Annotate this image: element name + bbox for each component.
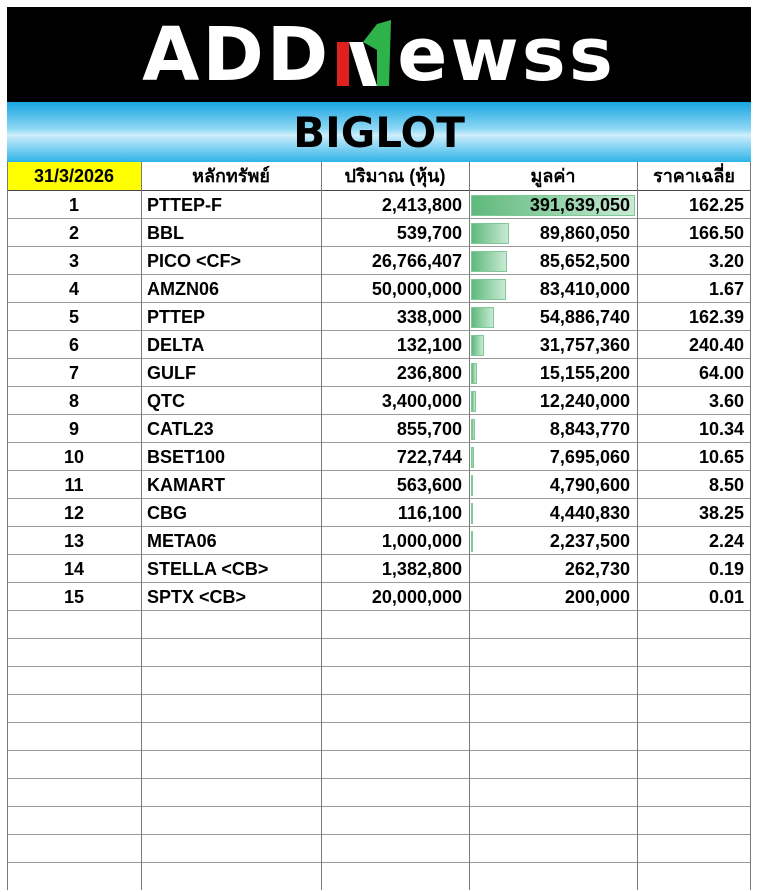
row-avg-price: 10.65 bbox=[698, 447, 744, 467]
grid-column-line bbox=[469, 162, 470, 890]
row-number: 4 bbox=[68, 279, 79, 299]
grid-column-line bbox=[321, 162, 322, 890]
logo-text-right: ewss bbox=[397, 11, 616, 98]
value-data-bar bbox=[471, 223, 509, 244]
grid-row-line bbox=[7, 638, 751, 639]
row-avg-price: 10.34 bbox=[698, 419, 744, 439]
page-title: BIGLOT bbox=[293, 107, 465, 157]
row-number: 9 bbox=[68, 419, 79, 439]
row-number: 7 bbox=[68, 363, 79, 383]
row-volume: 50,000,000 bbox=[371, 279, 462, 299]
value-data-bar bbox=[471, 475, 473, 496]
row-symbol: QTC bbox=[147, 391, 185, 411]
row-symbol: DELTA bbox=[147, 335, 205, 355]
grid-row-line bbox=[7, 246, 751, 247]
grid-row-line bbox=[7, 526, 751, 527]
row-value-cell bbox=[469, 219, 637, 247]
row-value-cell bbox=[469, 471, 637, 499]
row-value: 4,790,600 bbox=[549, 475, 630, 495]
grid-row-line bbox=[7, 582, 751, 583]
logo-n-mark-icon bbox=[333, 20, 395, 90]
header-symbol: หลักทรัพย์ bbox=[192, 166, 270, 186]
grid-row-line bbox=[7, 862, 751, 863]
row-volume: 338,000 bbox=[396, 307, 462, 327]
row-volume: 722,744 bbox=[396, 447, 462, 467]
value-data-bar bbox=[471, 335, 484, 356]
row-symbol: PTTEP bbox=[147, 307, 206, 327]
grid-row-line bbox=[7, 386, 751, 387]
logo-text-left: ADD bbox=[142, 11, 332, 98]
value-data-bar bbox=[471, 307, 494, 328]
row-value-cell bbox=[469, 303, 637, 331]
row-avg-price: 0.01 bbox=[708, 587, 744, 607]
row-volume: 26,766,407 bbox=[371, 251, 462, 271]
grid-row-line bbox=[7, 274, 751, 275]
title-band bbox=[7, 102, 751, 162]
grid-row-line bbox=[7, 750, 751, 751]
row-avg-price: 0.19 bbox=[708, 559, 744, 579]
row-volume: 1,382,800 bbox=[381, 559, 462, 579]
header-date: 31/3/2026 bbox=[7, 162, 141, 190]
row-symbol: GULF bbox=[147, 363, 196, 383]
row-number: 12 bbox=[63, 503, 85, 523]
row-volume: 539,700 bbox=[396, 223, 462, 243]
row-volume: 855,700 bbox=[396, 419, 462, 439]
row-symbol: AMZN06 bbox=[147, 279, 220, 299]
grid-row-line bbox=[7, 330, 751, 331]
grid-row-line bbox=[7, 218, 751, 219]
header-volume: ปริมาณ (หุ้น) bbox=[344, 166, 446, 186]
value-data-bar bbox=[471, 531, 473, 552]
row-volume: 3,400,000 bbox=[381, 391, 462, 411]
row-volume: 236,800 bbox=[396, 363, 462, 383]
row-value-cell bbox=[469, 359, 637, 387]
row-volume: 132,100 bbox=[396, 335, 462, 355]
value-data-bar bbox=[471, 391, 476, 412]
row-number: 3 bbox=[68, 251, 79, 271]
grid-row-line bbox=[7, 806, 751, 807]
row-number: 1 bbox=[68, 195, 79, 215]
row-avg-price: 64.00 bbox=[698, 363, 744, 383]
row-volume: 20,000,000 bbox=[371, 587, 462, 607]
row-volume: 1,000,000 bbox=[381, 531, 462, 551]
row-value: 85,652,500 bbox=[539, 251, 630, 271]
row-symbol: PICO <CF> bbox=[147, 251, 242, 271]
row-value-cell bbox=[469, 527, 637, 555]
row-number: 5 bbox=[68, 307, 79, 327]
row-value-cell bbox=[469, 555, 637, 583]
value-data-bar bbox=[471, 419, 475, 440]
row-symbol: BSET100 bbox=[147, 447, 226, 467]
row-avg-price: 162.39 bbox=[688, 307, 744, 327]
row-avg-price: 1.67 bbox=[708, 279, 744, 299]
row-value: 12,240,000 bbox=[539, 391, 630, 411]
row-value: 2,237,500 bbox=[549, 531, 630, 551]
row-value: 200,000 bbox=[564, 587, 630, 607]
logo-band bbox=[7, 7, 751, 102]
row-value: 262,730 bbox=[564, 559, 630, 579]
row-volume: 563,600 bbox=[396, 475, 462, 495]
row-number: 14 bbox=[63, 559, 85, 579]
row-value-cell bbox=[469, 275, 637, 303]
grid-row-line bbox=[7, 610, 751, 611]
addnewss-logo bbox=[7, 7, 751, 102]
row-avg-price: 166.50 bbox=[688, 223, 744, 243]
grid-row-line bbox=[7, 190, 751, 191]
row-value-cell bbox=[469, 247, 637, 275]
row-symbol: CATL23 bbox=[147, 419, 214, 439]
grid-row-line bbox=[7, 302, 751, 303]
row-volume: 116,100 bbox=[397, 503, 462, 523]
row-volume: 2,413,800 bbox=[381, 195, 462, 215]
header-avg-price: ราคาเฉลี่ย bbox=[653, 166, 735, 186]
grid-column-line bbox=[637, 162, 638, 890]
grid-row-line bbox=[7, 834, 751, 835]
row-value: 89,860,050 bbox=[539, 223, 630, 243]
row-avg-price: 3.60 bbox=[708, 391, 744, 411]
grid-column-line bbox=[141, 162, 142, 890]
row-value: 7,695,060 bbox=[549, 447, 630, 467]
row-value: 8,843,770 bbox=[549, 419, 630, 439]
row-number: 10 bbox=[63, 447, 85, 467]
row-symbol: CBG bbox=[147, 503, 187, 523]
row-symbol: KAMART bbox=[147, 475, 225, 495]
row-avg-price: 38.25 bbox=[698, 503, 744, 523]
row-avg-price: 3.20 bbox=[708, 251, 744, 271]
row-value-cell bbox=[469, 387, 637, 415]
header-value: มูลค่า bbox=[530, 166, 576, 186]
grid-row-line bbox=[7, 554, 751, 555]
value-data-bar bbox=[471, 447, 474, 468]
row-avg-price: 240.40 bbox=[688, 335, 744, 355]
row-symbol: META06 bbox=[147, 531, 217, 551]
grid-row-line bbox=[7, 442, 751, 443]
grid-row-line bbox=[7, 414, 751, 415]
row-number: 2 bbox=[68, 223, 79, 243]
row-symbol: STELLA <CB> bbox=[147, 559, 269, 579]
row-number: 15 bbox=[63, 587, 85, 607]
row-symbol: PTTEP-F bbox=[147, 195, 222, 215]
row-number: 6 bbox=[68, 335, 79, 355]
value-data-bar bbox=[471, 503, 473, 524]
grid-column-line bbox=[750, 162, 751, 890]
row-value: 83,410,000 bbox=[539, 279, 630, 299]
row-value: 15,155,200 bbox=[539, 363, 630, 383]
biglot-table bbox=[7, 162, 751, 890]
row-value-cell bbox=[469, 499, 637, 527]
grid-row-line bbox=[7, 666, 751, 667]
row-value: 4,440,830 bbox=[549, 503, 630, 523]
grid-column-line bbox=[7, 162, 8, 890]
grid-row-line bbox=[7, 722, 751, 723]
row-value-cell bbox=[469, 443, 637, 471]
row-value-cell bbox=[469, 415, 637, 443]
grid-row-line bbox=[7, 694, 751, 695]
row-value-cell bbox=[469, 331, 637, 359]
row-avg-price: 8.50 bbox=[708, 475, 744, 495]
grid-row-line bbox=[7, 778, 751, 779]
grid-row-line bbox=[7, 358, 751, 359]
row-value: 391,639,050 bbox=[529, 195, 630, 215]
row-avg-price: 2.24 bbox=[708, 531, 744, 551]
grid-row-line bbox=[7, 498, 751, 499]
row-symbol: BBL bbox=[147, 223, 184, 243]
row-number: 13 bbox=[63, 531, 85, 551]
row-value-cell bbox=[469, 191, 637, 219]
row-value: 54,886,740 bbox=[539, 307, 630, 327]
value-data-bar bbox=[471, 363, 477, 384]
row-avg-price: 162.25 bbox=[688, 195, 744, 215]
row-number: 8 bbox=[68, 391, 79, 411]
row-value: 31,757,360 bbox=[539, 335, 630, 355]
row-value-cell bbox=[469, 583, 637, 611]
row-number: 11 bbox=[64, 475, 84, 495]
value-data-bar bbox=[471, 279, 506, 300]
row-symbol: SPTX <CB> bbox=[147, 587, 247, 607]
value-data-bar bbox=[471, 251, 507, 272]
grid-row-line bbox=[7, 470, 751, 471]
